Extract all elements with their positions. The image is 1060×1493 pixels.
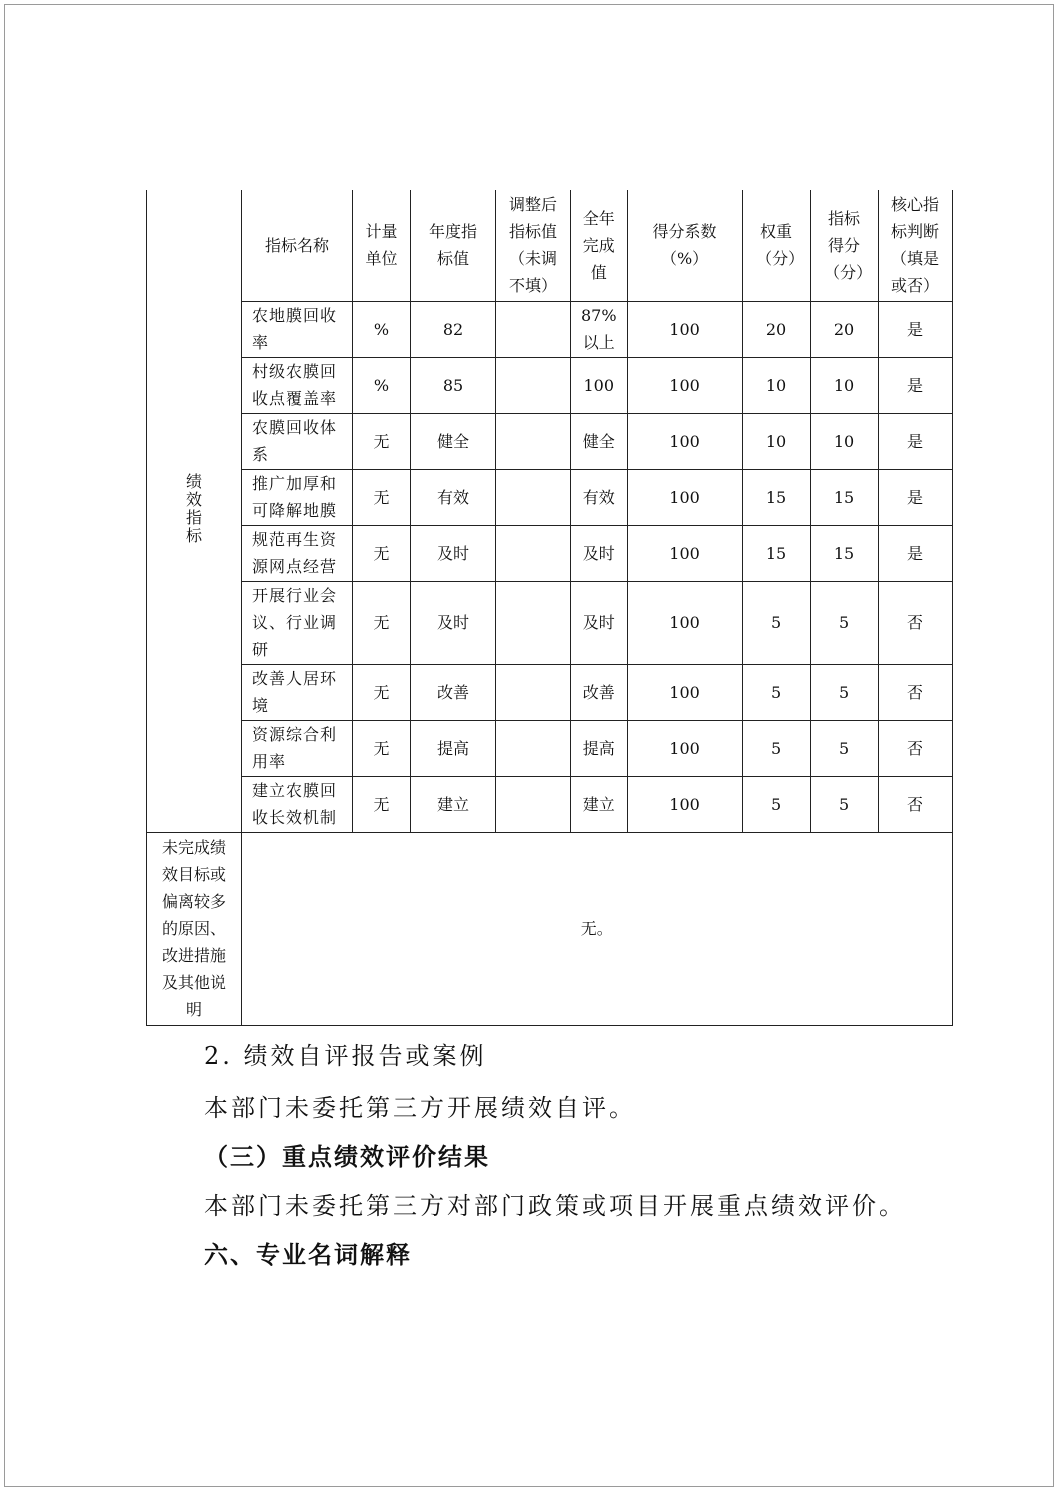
- header-actual: 全年完成值: [571, 190, 628, 301]
- indicator-adjusted-cell: [496, 776, 571, 832]
- indicator-core-cell: 是: [878, 525, 952, 581]
- indicator-unit-cell: %: [353, 301, 411, 357]
- indicator-adjusted-cell: [496, 469, 571, 525]
- header-name: 指标名称: [242, 190, 353, 301]
- header-score: 指标得分（分）: [810, 190, 878, 301]
- indicator-adjusted-cell: [496, 581, 571, 664]
- indicator-annual-cell: 及时: [411, 581, 496, 664]
- table-row: [147, 469, 953, 525]
- indicator-core-cell: 否: [878, 664, 952, 720]
- indicator-annual-cell: 85: [411, 357, 496, 413]
- indicator-actual-cell: 及时: [571, 581, 628, 664]
- indicator-name-cell: 资源综合利用率: [242, 720, 353, 776]
- indicator-core-cell: 是: [878, 469, 952, 525]
- indicator-name-cell: 改善人居环境: [242, 664, 353, 720]
- indicator-actual-cell: 有效: [571, 469, 628, 525]
- indicator-score-cell: 15: [810, 469, 878, 525]
- header-adjusted: 调整后指标值（未调不填）: [496, 190, 571, 301]
- indicator-weight-cell: 10: [742, 357, 810, 413]
- indicator-core-cell: 否: [878, 581, 952, 664]
- indicator-unit-cell: 无: [353, 525, 411, 581]
- indicator-coef-cell: 100: [627, 469, 742, 525]
- indicator-actual-cell: 建立: [571, 776, 628, 832]
- indicator-name-cell: 农膜回收体系: [242, 413, 353, 469]
- indicator-core-cell: 是: [878, 413, 952, 469]
- indicator-unit-cell: 无: [353, 720, 411, 776]
- indicator-coef-cell: 100: [627, 301, 742, 357]
- indicator-actual-cell: 改善: [571, 664, 628, 720]
- remarks-value-cell: [242, 832, 953, 1025]
- indicator-score-cell: 15: [810, 525, 878, 581]
- indicator-coef-cell: 100: [627, 413, 742, 469]
- indicator-actual-cell: 100: [571, 357, 628, 413]
- remarks-label-cell: [147, 832, 242, 1025]
- indicator-name-cell: 村级农膜回收点覆盖率: [242, 357, 353, 413]
- indicator-core-cell: 是: [878, 357, 952, 413]
- indicator-score-cell: 5: [810, 664, 878, 720]
- indicator-annual-cell: 健全: [411, 413, 496, 469]
- remarks-row: [147, 832, 953, 1025]
- indicator-coef-cell: 100: [627, 581, 742, 664]
- indicator-score-cell: 5: [810, 720, 878, 776]
- section-heading-glossary: 六、专业名词解释: [204, 1241, 412, 1269]
- table-row: [147, 357, 953, 413]
- indicator-name-cell: 农地膜回收率: [242, 301, 353, 357]
- indicator-name-cell: 建立农膜回收长效机制: [242, 776, 353, 832]
- indicator-annual-cell: 有效: [411, 469, 496, 525]
- indicator-unit-cell: 无: [353, 469, 411, 525]
- paragraph-self-eval-text: 本部门未委托第三方开展绩效自评。: [204, 1094, 636, 1122]
- table-row: [147, 581, 953, 664]
- remarks-value: 无。: [580, 919, 613, 938]
- indicator-unit-cell: 无: [353, 664, 411, 720]
- indicator-score-cell: 5: [810, 581, 878, 664]
- table-row: [147, 720, 953, 776]
- indicator-adjusted-cell: [496, 357, 571, 413]
- indicator-weight-cell: 5: [742, 720, 810, 776]
- indicator-weight-cell: 15: [742, 525, 810, 581]
- indicator-actual-cell: 健全: [571, 413, 628, 469]
- header-unit: 计量单位: [353, 190, 411, 301]
- header-weight: 权重（分）: [742, 190, 810, 301]
- indicator-weight-cell: 5: [742, 581, 810, 664]
- table-row: [147, 664, 953, 720]
- indicator-weight-cell: 10: [742, 413, 810, 469]
- indicator-name-cell: 规范再生资源网点经营: [242, 525, 353, 581]
- indicator-annual-cell: 提高: [411, 720, 496, 776]
- table-row: [147, 525, 953, 581]
- section-label-cell: [147, 190, 242, 832]
- table-row: [147, 776, 953, 832]
- indicator-actual-cell: 87%以上: [571, 301, 628, 357]
- indicator-name-cell: 开展行业会议、行业调研: [242, 581, 353, 664]
- table-row: [147, 413, 953, 469]
- header-core: 核心指标判断（填是或否）: [878, 190, 952, 301]
- indicator-name-cell: 推广加厚和可降解地膜: [242, 469, 353, 525]
- indicator-score-cell: 10: [810, 357, 878, 413]
- indicator-weight-cell: 15: [742, 469, 810, 525]
- table-header-row: [147, 190, 953, 301]
- indicator-adjusted-cell: [496, 413, 571, 469]
- indicator-weight-cell: 20: [742, 301, 810, 357]
- indicator-unit-cell: 无: [353, 776, 411, 832]
- paragraph-self-eval-heading: 2. 绩效自评报告或案例: [204, 1042, 487, 1070]
- remarks-label: 未完成绩效目标或偏离较多的原因、改进措施及其他说明: [161, 838, 226, 1019]
- indicator-unit-cell: %: [353, 357, 411, 413]
- performance-indicator-table: [146, 190, 953, 1026]
- indicator-coef-cell: 100: [627, 664, 742, 720]
- indicator-weight-cell: 5: [742, 776, 810, 832]
- indicator-adjusted-cell: [496, 720, 571, 776]
- header-annual: 年度指标值: [411, 190, 496, 301]
- indicator-score-cell: 10: [810, 413, 878, 469]
- indicator-coef-cell: 100: [627, 357, 742, 413]
- indicator-coef-cell: 100: [627, 525, 742, 581]
- indicator-annual-cell: 建立: [411, 776, 496, 832]
- indicator-core-cell: 是: [878, 301, 952, 357]
- indicator-annual-cell: 及时: [411, 525, 496, 581]
- indicator-unit-cell: 无: [353, 413, 411, 469]
- table-row: [147, 301, 953, 357]
- indicator-core-cell: 否: [878, 776, 952, 832]
- paragraph-key-eval-heading: （三）重点绩效评价结果: [204, 1142, 490, 1171]
- indicator-adjusted-cell: [496, 664, 571, 720]
- section-label: 绩效指标: [186, 471, 203, 545]
- indicator-score-cell: 20: [810, 301, 878, 357]
- indicator-unit-cell: 无: [353, 581, 411, 664]
- indicator-annual-cell: 82: [411, 301, 496, 357]
- indicator-coef-cell: 100: [627, 776, 742, 832]
- indicator-annual-cell: 改善: [411, 664, 496, 720]
- indicator-core-cell: 否: [878, 720, 952, 776]
- indicator-adjusted-cell: [496, 301, 571, 357]
- indicator-weight-cell: 5: [742, 664, 810, 720]
- indicator-coef-cell: 100: [627, 720, 742, 776]
- indicator-adjusted-cell: [496, 525, 571, 581]
- indicator-score-cell: 5: [810, 776, 878, 832]
- header-coef: 得分系数（%）: [627, 190, 742, 301]
- indicator-actual-cell: 及时: [571, 525, 628, 581]
- paragraph-key-eval-text: 本部门未委托第三方对部门政策或项目开展重点绩效评价。: [204, 1192, 906, 1220]
- indicator-actual-cell: 提高: [571, 720, 628, 776]
